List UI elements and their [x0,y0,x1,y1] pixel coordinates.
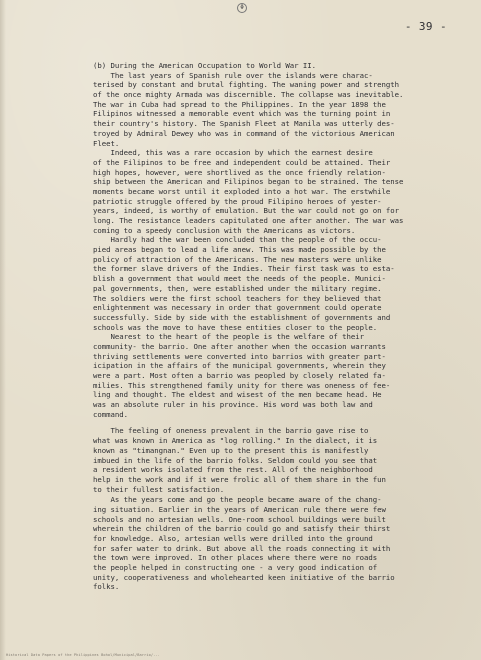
text-line: The feeling of oneness prevalent in the barrio gave rise to [93,426,369,436]
text-line: were a part. Most often a barrio was peopled by closely related fa- [93,371,386,380]
page-number: - 39 - [404,20,447,33]
text-line: schools and no artesian wells. One-room school buildings were built [93,514,386,524]
text-line: Indeed, this was a rare occasion by which the earnest desire [93,148,373,158]
text-line: Nearest to the heart of the people is the welfare of their [93,332,365,342]
text-line: a resident works isolated from the rest. All of the neighborhood [93,465,373,475]
text-line: ing situation. Earlier in the years of American rule there were few [93,504,386,514]
text-line: As the years come and go the people became aware of the chang- [93,495,382,505]
text-line: The soldiers were the first school teachers for they believed that [93,293,382,303]
text-line: what was known in America as "log rolling." In the dialect, it is [93,436,378,446]
paragraph [93,495,446,592]
text-line: pied areas began to lead a life anew. This was made possible by the [93,245,386,255]
text-line: the town were improved. In other places where there were no roads [93,553,378,563]
text-line: schools was the move to have these entities closer to the people. [93,322,378,332]
paragraph [93,61,446,148]
page-edge-shadow [0,0,6,660]
text-line: long. The resistance leaders capitulated one after another. The war was [93,216,404,225]
text-line: (b) During the American Occupation to World War II. [93,61,316,70]
text-line: troyed by Admiral Dewey who was in command of the victorious American [93,128,395,138]
text-line: of the Filipinos to be free and independent could be attained. Their [93,157,391,167]
text-line: for knowledge. Also, artesian wells were drilled into the ground [93,534,373,543]
text-line: The last years of Spanish rule over the islands were charac- [93,70,373,80]
text-line: their country's history. The Spanish Fleet at Manila was utterly des- [93,119,395,129]
text-line: milies. This strengthened family unity for there was oneness of fee- [93,380,391,390]
text-line: imbued in the life of the barrio folks. Seldom could you see that [93,455,378,465]
text-line: Filipinos witnessed a memorable event which was the turning point in [93,109,391,119]
paragraph [93,148,446,235]
text-line: icipation in the affairs of the municipal governments, wherein they [93,361,386,371]
text-line: coming to a speedy conclusion with the Americans as victors. [93,225,356,235]
text-line: wherein the children of the barrio could go and satisfy their thirst [93,524,391,534]
text-line: known as "timangnan." Even up to the present this is manifestly [93,445,369,455]
text-line: ling and thought. The eldest and wisest of the men became head. He [93,390,382,400]
text-line: ship between the American and Filipinos began to be strained. The tense [93,177,404,187]
text-line: high hopes, however, were shortlived as the once friendly relation- [93,167,386,177]
text-line: Hardly had the war been concluded than the people of the occu- [93,235,382,245]
text-line: terised by constant and brutal fighting. The waning power and strength [93,80,399,90]
text-line: blish a government that would meet the needs of the people. Munici- [93,274,386,284]
text-line: thriving settlements were converted into barrios with greater part- [93,351,386,361]
text-line: help in the work and if it were frolic all of them share in the fun [93,474,386,484]
text-line: unity, cooperativeness and wholehearted keen initiative of the barrio [93,572,395,582]
text-line: The war in Cuba had spread to the Philippines. In the year 1898 the [93,99,386,109]
top-mark: Φ [237,3,247,13]
text-line: to their fullest satisfaction. [93,484,225,494]
text-line: Fleet. [93,138,120,148]
text-line: the people helped in constructing one - a very good indication of [93,563,378,573]
text-line: the former slave drivers of the Indies. Their first task was to esta- [93,264,395,274]
document-body [93,61,446,592]
text-line: community- the barrio. One after another when the occasion warrants [93,341,386,351]
text-line: command. [93,409,128,419]
text-line: moments became worst until it exploded into a hot war. The erstwhile [93,186,391,196]
footer-text: Historical Data Papers of the Philippines Bohol/Municipal/Barrio/... [6,653,160,657]
paragraph [93,426,446,494]
paragraph [93,235,446,332]
text-line: was an absolute ruler in his province. His word was both law and [93,400,373,410]
text-line: for safer water to drink. But above all the roads connecting it with [93,543,391,553]
text-line: folks. [93,582,120,592]
text-line: enlightenment was necessary in order that government could operate [93,303,382,313]
text-line: policy of attraction of the Americans. The new masters were unlike [93,254,382,264]
text-line: patriotic struggle offered by the proud Filipino heroes of yester- [93,196,382,206]
text-line: years, indeed, is worthy of emulation. But the war could not go on for [93,206,399,216]
text-line: pal governments, then, were established under the military regime. [93,283,382,293]
text-line: of the once mighty Armada was discernible. The collapse was inevitable. [93,90,404,100]
text-line: successfully. Side by side with the establishment of governments and [93,312,391,322]
paragraph [93,332,446,419]
